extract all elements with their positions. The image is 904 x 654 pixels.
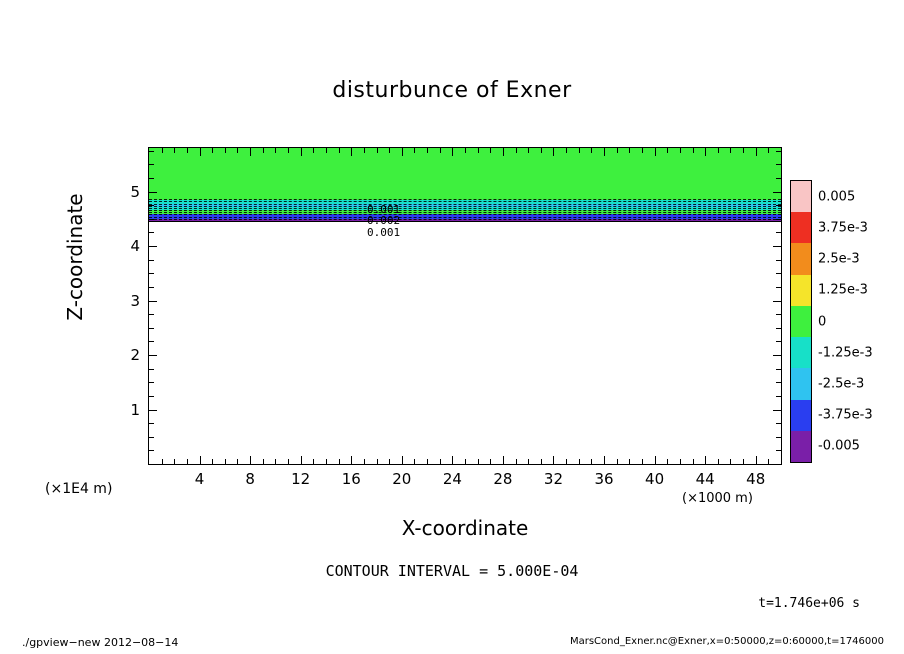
y-tick [149,314,154,315]
y-tick [149,260,154,261]
x-tick [200,456,201,464]
contour-line [149,206,781,207]
x-tick [591,459,592,464]
y-tick [149,192,157,193]
time-annotation: t=1.746e+06 s [758,596,860,611]
y-tick [776,178,781,179]
x-tick [604,148,605,156]
x-tick [465,148,466,153]
x-tick [452,456,453,464]
y-tick [776,273,781,274]
y-tick [149,273,154,274]
y-tick-label: 3 [130,291,140,310]
x-tick [313,459,314,464]
x-tick [617,148,618,153]
x-tick [642,148,643,153]
y-tick [149,450,154,451]
y-tick [149,151,154,152]
x-tick [541,459,542,464]
y-tick-label: 4 [130,237,140,256]
x-tick [225,148,226,153]
y-tick [773,355,781,356]
x-tick [465,459,466,464]
y-tick [776,450,781,451]
contour-line [149,219,781,220]
x-axis-title: X-coordinate [401,516,529,540]
x-tick [275,148,276,153]
y-tick [773,192,781,193]
contour-label-0: 0.001 [367,203,401,216]
x-tick [364,459,365,464]
x-tick [667,148,668,153]
x-tick [478,459,479,464]
contour-line [149,199,781,200]
x-tick [212,459,213,464]
x-tick [452,148,453,156]
x-tick-label: 16 [341,470,361,488]
x-tick [705,148,706,156]
x-tick [541,148,542,153]
colorbar-swatch [791,368,811,399]
x-tick [730,459,731,464]
x-tick [364,148,365,153]
x-tick [263,459,264,464]
x-tick [377,459,378,464]
y-tick-label: 2 [130,346,140,365]
x-tick-label: 32 [543,470,564,488]
field-band [149,148,781,200]
field-band [149,221,781,464]
contour-line [149,210,781,211]
y-tick [149,382,154,383]
contour-line [149,201,781,202]
colorbar-swatch [791,243,811,274]
x-tick [768,148,769,153]
x-tick [503,456,504,464]
x-tick [718,148,719,153]
x-tick [187,148,188,153]
x-tick [516,459,517,464]
x-tick [225,459,226,464]
colorbar-tick-label: -2.5e-3 [818,376,865,392]
x-tick-label: 28 [493,470,513,488]
y-tick [149,301,157,302]
x-tick [756,148,757,156]
x-tick [528,459,529,464]
x-tick [313,148,314,153]
colorbar [790,180,812,463]
x-tick-label: 24 [442,470,462,488]
x-tick [440,459,441,464]
colorbar-tick-label: 2.5e-3 [818,251,860,267]
y-tick [776,151,781,152]
y-axis-title: Z-coordinate [63,193,87,321]
x-tick [680,459,681,464]
x-tick [250,456,251,464]
x-tick [503,148,504,156]
colorbar-tick-label: -0.005 [818,438,860,454]
x-tick-label: 48 [746,470,766,488]
x-tick [389,148,390,153]
x-tick [680,148,681,153]
x-tick [275,459,276,464]
y-tick [149,287,154,288]
y-tick [776,423,781,424]
x-tick [756,456,757,464]
colorbar-swatch [791,212,811,243]
x-tick [162,148,163,153]
x-tick [655,148,656,156]
y-tick-label: 5 [130,182,140,201]
contour-line [149,214,781,215]
colorbar-tick-label: 1.25e-3 [818,282,868,298]
y-tick [149,328,154,329]
x-tick [566,459,567,464]
y-tick [776,314,781,315]
x-tick [743,148,744,153]
colorbar-swatch [791,400,811,431]
contour-line [149,221,781,222]
y-tick [149,246,157,247]
x-tick [237,148,238,153]
contour-interval-text: CONTOUR INTERVAL = 5.000E-04 [325,562,579,580]
x-tick [427,459,428,464]
x-tick-label: 4 [194,470,205,488]
x-tick [326,148,327,153]
x-tick [339,148,340,153]
x-tick-label: 12 [291,470,311,488]
x-tick [440,148,441,153]
x-tick [768,459,769,464]
y-tick [776,219,781,220]
x-tick [402,456,403,464]
y-tick [776,396,781,397]
x-tick [528,148,529,153]
x-tick [427,148,428,153]
x-tick [478,148,479,153]
x-tick-label: 36 [594,470,614,488]
x-tick-label: 20 [392,470,412,488]
x-tick [566,148,567,153]
y-tick [149,219,154,220]
x-tick [263,148,264,153]
y-tick [773,301,781,302]
y-tick [149,355,157,356]
y-tick [149,232,154,233]
x-tick [705,456,706,464]
footer-right-text: MarsCond_Exner.nc@Exner,x=0:50000,z=0:60000,t=1746000 [569,636,884,647]
y-tick [149,369,154,370]
x-tick [377,148,378,153]
x-tick [162,459,163,464]
x-tick [174,148,175,153]
x-tick-label: 40 [645,470,665,488]
y-tick [773,410,781,411]
colorbar-tick-label: 0.005 [818,189,856,205]
contour-line [149,217,781,218]
colorbar-tick-label: 0 [818,314,827,329]
x-tick [250,148,251,156]
page-title: disturbunce of Exner [332,78,572,103]
y-tick [149,423,154,424]
x-tick-label: 44 [695,470,715,488]
x-tick [212,148,213,153]
colorbar-tick-label: -1.25e-3 [818,345,873,361]
x-tick [200,148,201,156]
x-tick [693,459,694,464]
x-tick [553,148,554,156]
x-tick [351,456,352,464]
x-tick [642,459,643,464]
y-tick [149,396,154,397]
x-tick [730,148,731,153]
y-tick [776,382,781,383]
y-tick [776,341,781,342]
x-tick [187,459,188,464]
colorbar-swatch [791,275,811,306]
y-tick [776,164,781,165]
y-tick [776,287,781,288]
colorbar-tick-label: -3.75e-3 [818,407,873,423]
contour-line [149,212,781,213]
y-tick [776,232,781,233]
y-tick [776,205,781,206]
x-tick [655,456,656,464]
y-tick [776,328,781,329]
y-tick [149,410,157,411]
x-tick [490,459,491,464]
x-tick [629,459,630,464]
y-tick [149,205,154,206]
x-tick [579,148,580,153]
x-tick [718,459,719,464]
y-tick [149,178,154,179]
y-tick [149,341,154,342]
x-tick-label: 8 [245,470,255,488]
x-tick [339,459,340,464]
x-tick [693,148,694,153]
x-tick [414,459,415,464]
x-tick [617,459,618,464]
y-tick [149,164,154,165]
y-tick [776,437,781,438]
x-tick [288,148,289,153]
y-tick [773,246,781,247]
y-tick [776,369,781,370]
x-tick [351,148,352,156]
y-tick-label: 1 [130,400,140,419]
y-tick [776,260,781,261]
y-tick [149,437,154,438]
x-tick [301,456,302,464]
x-tick [174,459,175,464]
colorbar-swatch [791,431,811,462]
colorbar-tick-label: 3.75e-3 [818,220,868,236]
contour-line [149,208,781,209]
x-tick [326,459,327,464]
footer-left-text: ./gpview−new 2012−08−14 [22,636,179,649]
x-tick [402,148,403,156]
colorbar-swatch [791,306,811,337]
contour-label-2: 0.001 [367,226,401,239]
colorbar-swatch [791,181,811,212]
x-tick [288,459,289,464]
x-tick [743,459,744,464]
x-tick [516,148,517,153]
contour-line [149,204,781,205]
x-tick [237,459,238,464]
x-tick [579,459,580,464]
colorbar-swatch [791,337,811,368]
x-tick [490,148,491,153]
x-tick [553,456,554,464]
plot-area [148,147,782,465]
x-tick [389,459,390,464]
y-axis-unit: (×1E4 m) [45,481,113,497]
x-axis-unit: (×1000 m) [682,491,753,506]
x-tick [604,456,605,464]
x-tick [414,148,415,153]
x-tick [301,148,302,156]
contour-label-1: 0.002 [367,214,401,227]
x-tick [667,459,668,464]
x-tick [629,148,630,153]
x-tick [591,148,592,153]
